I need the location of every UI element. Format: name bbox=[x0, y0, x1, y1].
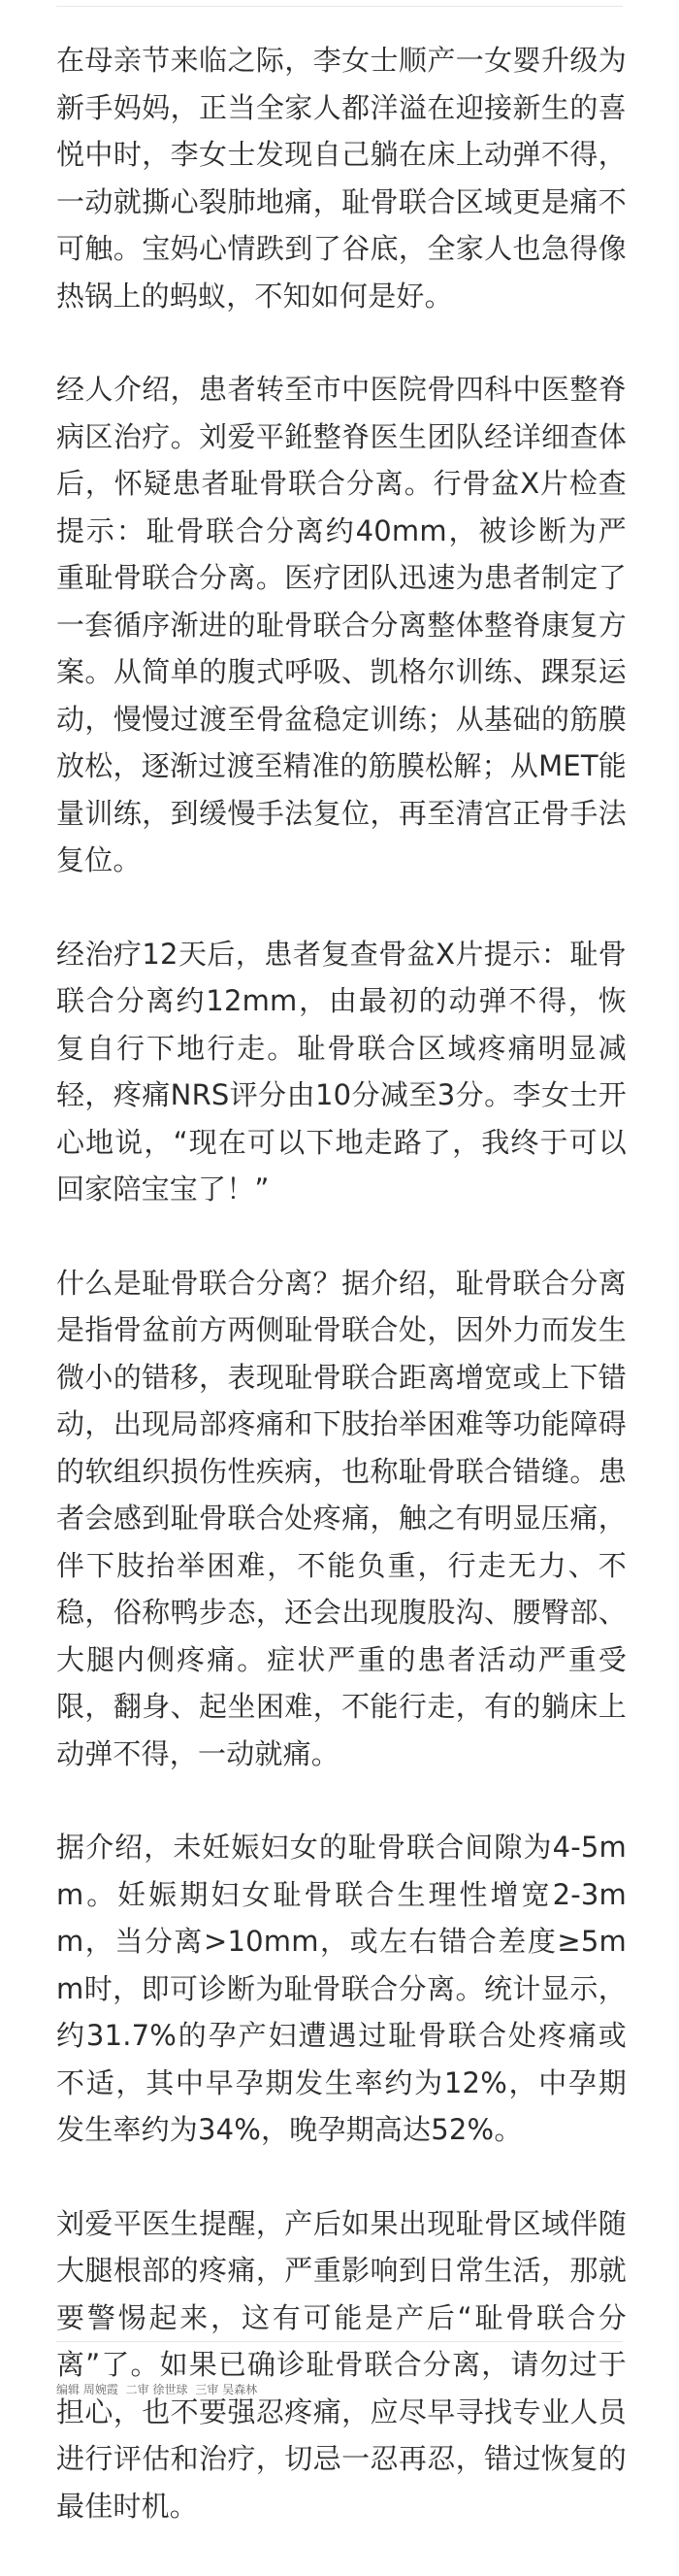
editor-credits bbox=[56, 2383, 261, 2396]
article-paragraph-5: 据介绍，未妊娠妇女的耻骨联合间隙为4-5mm。妊娠期妇女耻骨联合生理性增宽2-3mm，当分离>10mm，或左右错合差度≥5mm时，即可诊断为耻骨联合分离。统计显示，约31.7%的孕产妇遭遇过耻骨联合处疼痛或不适，其中早孕期发生率约为12%，中孕期发生率约为34%，晚孕期高达52%。 bbox=[56, 1831, 627, 2146]
footer-divider bbox=[56, 2341, 623, 2342]
top-divider bbox=[56, 6, 623, 7]
article-paragraph-1: 在母亲节来临之际，李女士顺产一女婴升级为新手妈妈，正当全家人都洋溢在迎接新生的喜悦中时，李女士发现自己躺在床上动弹不得，一动就撕心裂肺地痛，耻骨联合区域更是痛不可触。宝妈心情跌到了谷底，全家人也急得像热锅上的蚂蚁，不知如何是好。 bbox=[56, 44, 627, 313]
third-review-credit: 三审 吴森林 bbox=[195, 2383, 258, 2396]
article-paragraph-3: 经治疗12天后，患者复查骨盆X片提示：耻骨联合分离约12mm，由最初的动弹不得，恢复自行下地行走。耻骨联合区域疼痛明显减轻，疼痛NRS评分由10分减至3分。李女士开心地说，“现在可以下地走路了，我终于可以回家陪宝宝了！” bbox=[56, 937, 627, 1205]
editor-credit: 编辑 周婉霞 bbox=[56, 2383, 118, 2396]
second-review-credit: 二审 徐世球 bbox=[125, 2383, 188, 2396]
article-paragraph-2: 经人介绍，患者转至市中医院骨四科中医整脊病区治疗。刘爱平銋整脊医生团队经详细查体后，怀疑患者耻骨联合分离。行骨盆X片检查提示：耻骨联合分离约40mm，被诊断为严重耻骨联合分离。医疗团队迅速为患者制定了一套循序渐进的耻骨联合分离整体整脊康复方案。从简单的腹式呼吸、凯格尔训练、踝泵运动，慢慢过渡至骨盆稳定训练；从基础的筋膜放松，逐渐过渡至精准的筋膜松解；从MET能量训练，到缓慢手法复位，再至清宫正骨手法复位。 bbox=[56, 373, 627, 876]
article-body bbox=[56, 37, 627, 2576]
article-paragraph-6: 刘爱平医生提醒，产后如果出现耻骨区域伴随大腿根部的疼痛，严重影响到日常生活，那就要警惕起来，这有可能是产后“耻骨联合分离”了。如果已确诊耻骨联合分离，请勿过于担心，也不要强忍疼痛，应尽早寻找专业人员进行评估和治疗，切忌一忍再忍，错过恢复的最佳时机。 bbox=[56, 2206, 627, 2523]
article-paragraph-4: 什么是耻骨联合分离？据介绍，耻骨联合分离是指骨盆前方两侧耻骨联合处，因外力而发生微小的错移，表现耻骨联合距离增宽或上下错动，出现局部疼痛和下肢抬举困难等功能障碍的软组织损伤性疾病，也称耻骨联合错缝。患者会感到耻骨联合处疼痛，触之有明显压痛，伴下肢抬举困难，不能负重，行走无力、不稳，俗称鸭步态，还会出现腹股沟、腰臀部、大腿内侧疼痛。症状严重的患者活动严重受限，翻身、起坐困难，不能行走，有的躺床上动弹不得，一动就痛。 bbox=[56, 1266, 627, 1770]
